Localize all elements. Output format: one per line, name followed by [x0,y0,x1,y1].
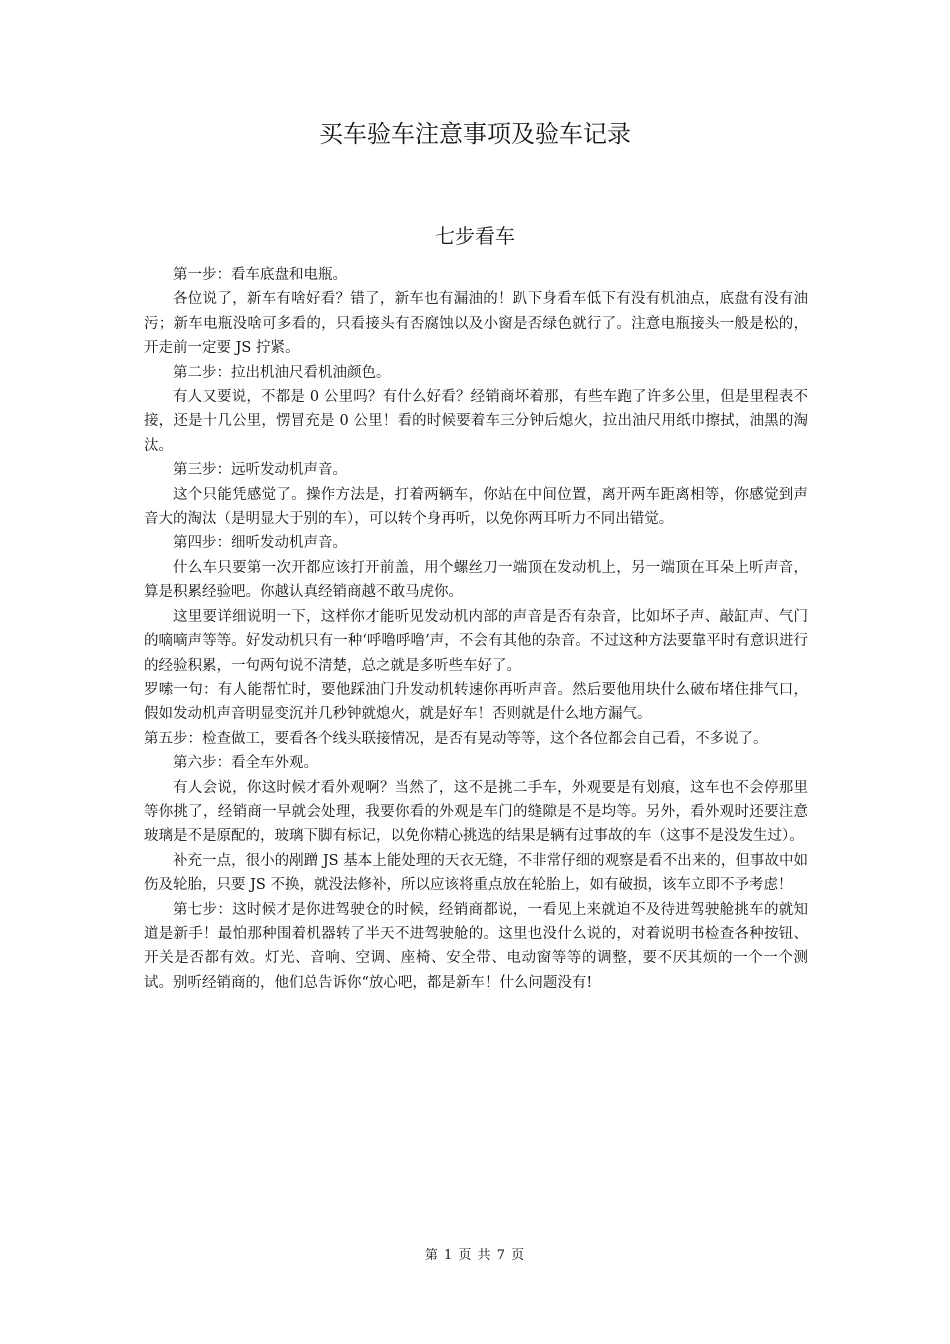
paragraph: 第五步：检查做工，要看各个线头联接情况，是否有晃动等等，这个各位都会自己看，不多说了。 [144,730,768,747]
paragraph: 有人会说，你这时候才看外观啊？当然了，这不是挑二手车，外观要是有划痕，这车也不会停那里等你挑了，经销商一早就会处理，我要你看的外观是车门的缝隙是不是均等。另外，看外观时还要注意玻璃是不是原配的，玻璃下脚有标记，以免你精心挑选的结果是辆有过事故的车（这事不是没发生过）。 [144,779,808,845]
paragraph: 罗嗦一句：有人能帮忙时，要他踩油门升发动机转速你再听声音。然后要他用块什么破布堵住排气口，假如发动机声音明显变沉并几秒钟就熄火，就是好车！否则就是什么地方漏气。 [144,681,808,723]
page-footer: 第 1 页 共 7 页 [424,1248,526,1263]
paragraph: 这里要详细说明一下，这样你才能听见发动机内部的声音是否有杂音，比如坏子声、敲缸声、气门的嘀嘀声等等。好发动机只有一种‘呼噜呼噜’声，不会有其他的杂音。不过这种方法要靠平时有意识进行的经验积累，一句两句说不清楚，总之就是多听些车好了。 [144,608,808,674]
paragraph: 第二步：拉出机油尺看机油颜色。 [173,364,391,381]
section-title: 七步看车 [435,224,515,248]
paragraph: 第一步：看车底盘和电瓶。 [173,267,347,283]
paragraph: 第四步：细听发动机声音。 [173,535,347,552]
paragraph: 补充一点，很小的剐蹭 JS 基本上能处理的天衣无缝，不非常仔细的观察是看不出来的，但事故中如伤及轮胎，只要 JS 不换，就没法修补，所以应该将重点放在轮胎上，如有破损，该车立即不予考虑！ [144,852,808,894]
document-body [144,263,808,995]
paragraph: 第七步：这时候才是你进驾驶仓的时候，经销商都说，一看见上来就迫不及待进驾驶舱挑车的就知道是新手！最怕那种围着机器转了半天不进驾驶舱的。这里也没什么说的，对着说明书检查各种按钮、开关是否都有效。灯光、音响、空调、座椅、安全带、电动窗等等的调整，要不厌其烦的一个一个测试。别听经销商的，他们总告诉你“放心吧，都是新车！什么问题没有! [144,901,808,991]
paragraph: 第六步：看全车外观。 [173,755,318,772]
document-title: 买车验车注意事项及验车记录 [319,120,631,148]
paragraph: 这个只能凭感觉了。操作方法是，打着两辆车，你站在中间位置，离开两车距离相等，你感觉到声音大的淘汰（是明显大于别的车），可以转个身再听，以免你两耳听力不同出错觉。 [144,486,808,528]
paragraph: 各位说了，新车有啥好看？错了，新车也有漏油的！趴下身看车低下有没有机油点，底盘有没有油污；新车电瓶没啥可多看的，只看接头有否腐蚀以及小窗是否绿色就行了。注意电瓶接头一般是松的，开走前一定要 JS 拧紧。 [144,291,808,357]
paragraph: 第三步：远听发动机声音。 [173,462,347,479]
paragraph: 什么车只要第一次开都应该打开前盖，用个螺丝刀一端顶在发动机上，另一端顶在耳朵上听声音，算是积累经验吧。你越认真经销商越不敢马虎你。 [144,559,808,601]
paragraph: 有人又要说，不都是 0 公里吗？有什么好看？经销商坏着那，有些车跑了许多公里，但是里程表不接，还是十几公里，愣冒充是 0 公里！看的时候要着车三分钟后熄火，拉出油尺用纸巾擦拭，油黑的淘汰。 [144,389,808,454]
